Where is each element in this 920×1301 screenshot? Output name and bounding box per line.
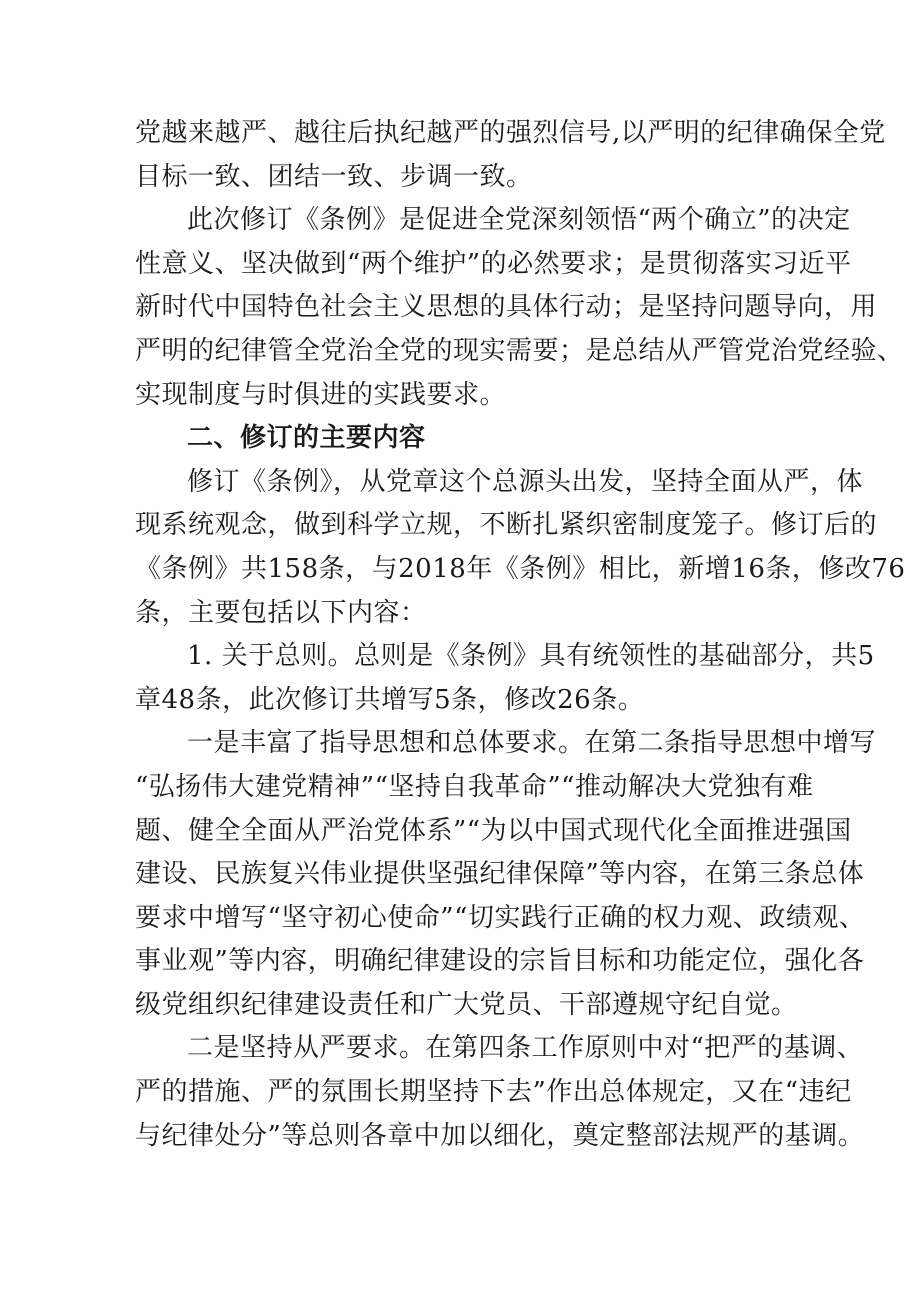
section-heading [135,417,800,461]
text-line: 现系统观念，做到科学立规，不断扎紧织密制度笼子。修订后的 [135,510,878,541]
document-body [135,112,906,1158]
text-line: 1. 关于总则。总则是《条例》具有统领性的基础部分，共5 [187,641,875,672]
paragraph-guiding-thought [135,722,877,1027]
text-line: 要求中增写“坚守初心使命”“切实践行正确的权力观、政绩观、 [135,902,866,933]
text-line: 严的措施、严的氛围长期坚持下去”作出总体规定，又在“违纪 [135,1077,852,1108]
text-line: 二是坚持从严要求。在第四条工作原则中对“把严的基调、 [187,1033,864,1064]
text-line: 新时代中国特色社会主义思想的具体行动；是坚持问题导向，用 [135,292,878,323]
text-line: 条，主要包括以下内容： [135,597,427,628]
text-line: “弘扬伟大建党精神”“坚持自我革命”“推动解决大党独有难 [135,771,814,802]
text-line: 事业观”等内容，明确纪律建设的宗旨目标和功能定位，强化各 [135,946,865,977]
text-line: 性意义、坚决做到“两个维护”的必然要求；是贯彻落实习近平 [135,248,852,279]
text-line: 题、健全全面从严治党体系”“为以中国式现代化全面推进强国 [135,815,852,846]
section-heading-text: 二、修订的主要内容 [187,423,426,454]
text-line: 建设、民族复兴伟业提供坚强纪律保障”等内容，在第三条总体 [135,859,865,890]
paragraph-continuation [135,112,886,199]
text-line: 目标一致、团结一致、步调一致。 [135,161,533,192]
paragraph-revision-overview [135,461,906,635]
text-line: 此次修订《条例》是促进全党深刻领悟“两个确立”的决定 [187,205,851,236]
text-line: 党越来越严、越往后执纪越严的强烈信号,以严明的纪律确保全党 [135,118,886,148]
text-line: 级党组织纪律建设责任和广大党员、干部遵规守纪自觉。 [135,989,798,1020]
text-line: 严明的纪律管全党治全党的现实需要；是总结从严管党治党经验、 [135,335,904,366]
paragraph-general-provisions [135,635,875,722]
text-line: 修订《条例》，从党章这个总源头出发，坚持全面从严，体 [187,466,864,497]
text-line: 与纪律处分”等总则各章中加以细化，奠定整部法规严的基调。 [135,1120,865,1151]
paragraph-revision-significance [135,199,904,417]
text-line: 一是丰富了指导思想和总体要求。在第二条指导思想中增写 [187,728,877,759]
text-line: 章48条，此次修订共增写5条，修改26条。 [135,684,645,715]
text-line: 实现制度与时俱进的实践要求。 [135,379,507,410]
text-line: 《条例》共158条，与2018年《条例》相比，新增16条，修改76 [135,553,906,584]
paragraph-strict-requirements [135,1027,865,1158]
